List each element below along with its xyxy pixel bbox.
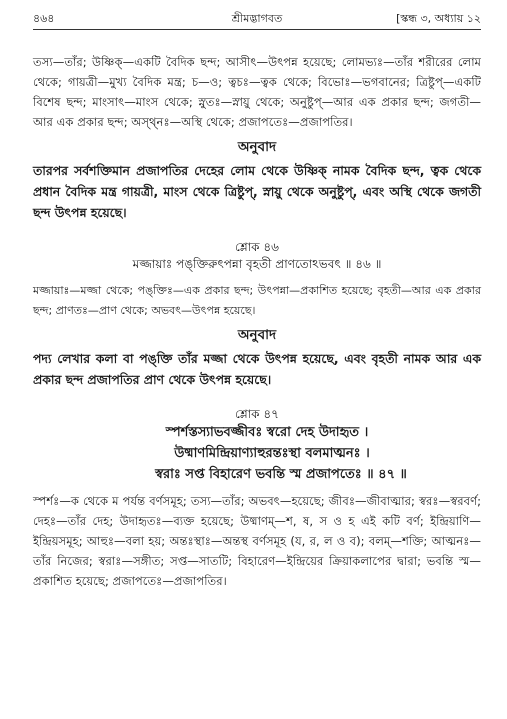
synonyms-verse-46: মজ্জায়াঃ—মজ্জা থেকে; পঙ্‌ক্তিঃ—এক প্রকার ছন্দ; উৎপন্না—প্রকাশিত হয়েছে; বৃহতী—আর এক প্রকার ছন্দ; প্রাণতঃ—প্রাণ থেকে; অভবৎ—উৎপন্ন হয়েছে।	[33, 284, 481, 317]
chapter-reference: [স্কন্ধ ৩, অধ্যায় ১২	[396, 12, 481, 25]
translation-heading: অনুবাদ	[237, 327, 277, 343]
synonyms-verse-47: স্পর্শঃ—ক থেকে ম পর্যন্ত বর্ণসমূহ; তস্য—তাঁর; অভবৎ—হয়েছে; জীবঃ—জীবাত্মার; স্বরঃ—স্বরবর্ণ; দেহঃ—তাঁর দেহ; উদাহৃতঃ—ব্যক্ত হয়েছে; উষ্মাণম্‌—শ, ষ, স ও হ এই কটি বর্ণ; ইন্দ্রিয়াণি—ইন্দ্রিয়সমূহ; আহুঃ—বলা হয়; অন্তঃস্থাঃ—অন্তস্থ বর্ণসমূহ (য, র, ল ও ব); বলম্‌—শক্তি; আত্মনঃ—তাঁর নিজের; স্বরাঃ—সঙ্গীত; সপ্ত—সাতটি; বিহারেণ—ইন্দ্রিয়ের ক্রিয়াকলাপের দ্বারা; ভবন্তি স্ম—প্রকাশিত হয়েছে; প্রজাপতেঃ—প্রজাপতির।	[33, 494, 481, 588]
verse-47-line-3: স্বরাঃ সপ্ত বিহারেণ ভবন্তি স্ম প্রজাপতেঃ ॥ ৪৭ ॥	[155, 467, 407, 482]
verse-47-line-1: স্পর্শস্তস্যাভবজ্জীবঃ স্বরো দেহ উদাহৃত ।	[165, 425, 369, 440]
translation-verse-45: তারপর সর্বশক্তিমান প্রজাপতির দেহের লোম থেকে উষ্ণিক্‌ নামক বৈদিক ছন্দ, ত্বক থেকে প্রধান বৈদিক মন্ত্র গায়ত্রী, মাংস থেকে ত্রিষ্টুপ্‌, স্নায়ু থেকে অনুষ্টুপ্‌, এবং অস্থি থেকে জগতী ছন্দ উৎপন্ন হয়েছে।	[33, 163, 481, 220]
book-title: শ্রীমদ্ভাগবত	[231, 12, 283, 25]
verse-47-label: শ্লোক ৪৭	[235, 407, 279, 421]
verse-47-line-2: উষ্মাণমিন্দ্রিয়াণ্যাহুরন্তঃস্থা বলমাত্মনঃ ।	[174, 446, 370, 461]
page-number: ৪৬৪	[33, 12, 55, 25]
synonyms-verse-45: তস্য—তাঁর; উষ্ণিক্‌—একটি বৈদিক ছন্দ; আসীৎ—উৎপন্ন হয়েছে; লোমভ্যঃ—তাঁর শরীরের লোম থেকে; গায়ত্রী—মুখ্য বৈদিক মন্ত্র; চ—ও; ত্বচঃ—ত্বক থেকে; বিভোঃ—ভগবানের; ত্রিষ্টুপ্‌—একটি বিশেষ ছন্দ; মাংসাৎ—মাংস থেকে; স্নুতঃ—স্নায়ু থেকে; অনুষ্টুপ্‌—আর এক প্রকার ছন্দ; জগতী—আর এক প্রকার ছন্দ; অস্থ্নঃ—অস্থি থেকে; প্রজাপতেঃ—প্রজাপতির।	[33, 55, 481, 129]
verse-46-label: শ্লোক ৪৬	[235, 240, 279, 254]
verse-46-text: মজ্জায়াঃ পঙ্‌ক্তিরুৎপন্না বৃহতী প্রাণতোঽভবৎ ॥ ৪৬ ॥	[132, 257, 382, 271]
translation-verse-46: পদ্য লেখার কলা বা পঙ্‌ক্তি তাঁর মজ্জা থেকে উৎপন্ন হয়েছে, এবং বৃহতী নামক আর এক প্রকার ছন্দ প্রজাপতির প্রাণ থেকে উৎপন্ন হয়েছে।	[33, 351, 481, 387]
translation-heading: অনুবাদ	[237, 139, 277, 155]
header-rule	[33, 29, 481, 30]
page-header	[33, 0, 481, 38]
